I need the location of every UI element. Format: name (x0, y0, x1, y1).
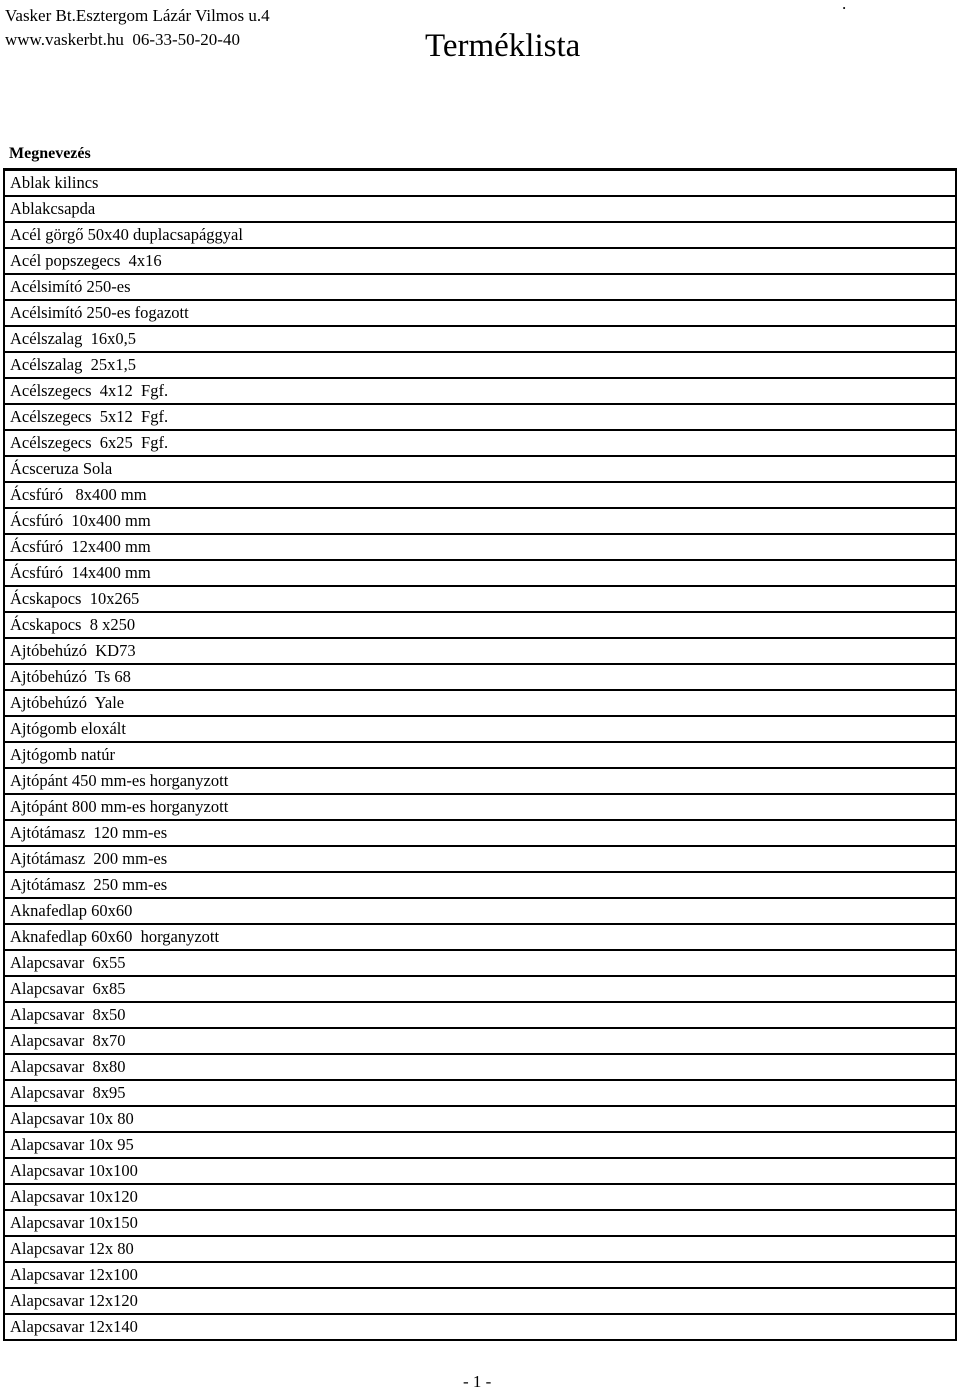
product-name-cell: Alapcsavar 10x 95 (4, 1132, 956, 1158)
product-name-cell: Acél görgő 50x40 duplacsapággyal (4, 222, 956, 248)
product-name-cell: Ácskapocs 8 x250 (4, 612, 956, 638)
product-name-cell: Alapcsavar 6x55 (4, 950, 956, 976)
table-row (4, 1314, 956, 1340)
product-name-cell: Ajtótámasz 120 mm-es (4, 820, 956, 846)
product-name-cell: Alapcsavar 8x95 (4, 1080, 956, 1106)
product-name-cell: Ajtóbehúzó KD73 (4, 638, 956, 664)
table-row (4, 690, 956, 716)
product-name-cell: Ácsfúró 10x400 mm (4, 508, 956, 534)
table-row (4, 1080, 956, 1106)
product-name-cell: Alapcsavar 6x85 (4, 976, 956, 1002)
table-row (4, 456, 956, 482)
table-row (4, 534, 956, 560)
company-address: Vasker Bt.Esztergom Lázár Vilmos u.4 (5, 6, 270, 25)
table-row (4, 248, 956, 274)
product-table (3, 168, 957, 1341)
table-row (4, 1184, 956, 1210)
product-name-cell: Acélszalag 16x0,5 (4, 326, 956, 352)
page-title: Terméklista (425, 28, 581, 64)
table-row (4, 1002, 956, 1028)
table-row (4, 1262, 956, 1288)
product-name-cell: Acélsimító 250-es (4, 274, 956, 300)
table-row (4, 898, 956, 924)
table-row (4, 586, 956, 612)
table-row (4, 508, 956, 534)
product-name-cell: Acélszegecs 5x12 Fgf. (4, 404, 956, 430)
column-header-name: Megnevezés (9, 145, 91, 162)
product-name-cell: Acélszegecs 4x12 Fgf. (4, 378, 956, 404)
product-name-cell: Ajtópánt 800 mm-es horganyzott (4, 794, 956, 820)
table-row (4, 196, 956, 222)
table-row (4, 924, 956, 950)
table-row (4, 612, 956, 638)
table-row (4, 1288, 956, 1314)
product-name-cell: Aknafedlap 60x60 (4, 898, 956, 924)
product-rows (4, 170, 956, 1341)
product-name-cell: Ácsfúró 12x400 mm (4, 534, 956, 560)
product-name-cell: Acélszalag 25x1,5 (4, 352, 956, 378)
table-row (4, 950, 956, 976)
table-row (4, 742, 956, 768)
table-row (4, 638, 956, 664)
product-name-cell: Alapcsavar 12x120 (4, 1288, 956, 1314)
product-name-cell: Alapcsavar 12x140 (4, 1314, 956, 1340)
table-row (4, 1106, 956, 1132)
product-name-cell: Alapcsavar 8x70 (4, 1028, 956, 1054)
product-name-cell: Alapcsavar 10x 80 (4, 1106, 956, 1132)
table-row (4, 222, 956, 248)
product-name-cell: Alapcsavar 10x150 (4, 1210, 956, 1236)
product-name-cell: Alapcsavar 12x 80 (4, 1236, 956, 1262)
product-name-cell: Ácskapocs 10x265 (4, 586, 956, 612)
table-row (4, 794, 956, 820)
table-row (4, 404, 956, 430)
product-name-cell: Aknafedlap 60x60 horganyzott (4, 924, 956, 950)
table-row (4, 274, 956, 300)
table-row (4, 664, 956, 690)
table-row (4, 1236, 956, 1262)
table-row (4, 1028, 956, 1054)
table-row (4, 352, 956, 378)
product-name-cell: Ajtótámasz 200 mm-es (4, 846, 956, 872)
page-number: - 1 - (463, 1372, 492, 1391)
product-name-cell: Ajtógomb eloxált (4, 716, 956, 742)
product-name-cell: Acélsimító 250-es fogazott (4, 300, 956, 326)
table-row (4, 300, 956, 326)
product-name-cell: Ácsceruza Sola (4, 456, 956, 482)
product-name-cell: Alapcsavar 12x100 (4, 1262, 956, 1288)
table-row (4, 326, 956, 352)
product-name-cell: Ajtótámasz 250 mm-es (4, 872, 956, 898)
table-row (4, 1132, 956, 1158)
product-name-cell: Alapcsavar 8x50 (4, 1002, 956, 1028)
product-name-cell: Ácsfúró 8x400 mm (4, 482, 956, 508)
table-row (4, 1210, 956, 1236)
table-row (4, 872, 956, 898)
product-name-cell: Ajtópánt 450 mm-es horganyzott (4, 768, 956, 794)
table-row (4, 820, 956, 846)
table-row (4, 1054, 956, 1080)
product-name-cell: Ablak kilincs (4, 170, 956, 197)
company-contact: www.vaskerbt.hu 06-33-50-20-40 (5, 30, 240, 49)
table-row (4, 846, 956, 872)
product-name-cell: Ajtóbehúzó Yale (4, 690, 956, 716)
product-name-cell: Ácsfúró 14x400 mm (4, 560, 956, 586)
table-row (4, 1158, 956, 1184)
table-row (4, 170, 956, 197)
table-row (4, 560, 956, 586)
product-name-cell: Alapcsavar 10x120 (4, 1184, 956, 1210)
table-row (4, 430, 956, 456)
product-name-cell: Ajtóbehúzó Ts 68 (4, 664, 956, 690)
product-name-cell: Ajtógomb natúr (4, 742, 956, 768)
product-name-cell: Alapcsavar 8x80 (4, 1054, 956, 1080)
corner-mark: . (842, 0, 847, 13)
table-row (4, 768, 956, 794)
table-row (4, 976, 956, 1002)
table-row (4, 482, 956, 508)
product-name-cell: Ablakcsapda (4, 196, 956, 222)
table-row (4, 716, 956, 742)
product-name-cell: Acél popszegecs 4x16 (4, 248, 956, 274)
product-name-cell: Alapcsavar 10x100 (4, 1158, 956, 1184)
table-row (4, 378, 956, 404)
product-name-cell: Acélszegecs 6x25 Fgf. (4, 430, 956, 456)
